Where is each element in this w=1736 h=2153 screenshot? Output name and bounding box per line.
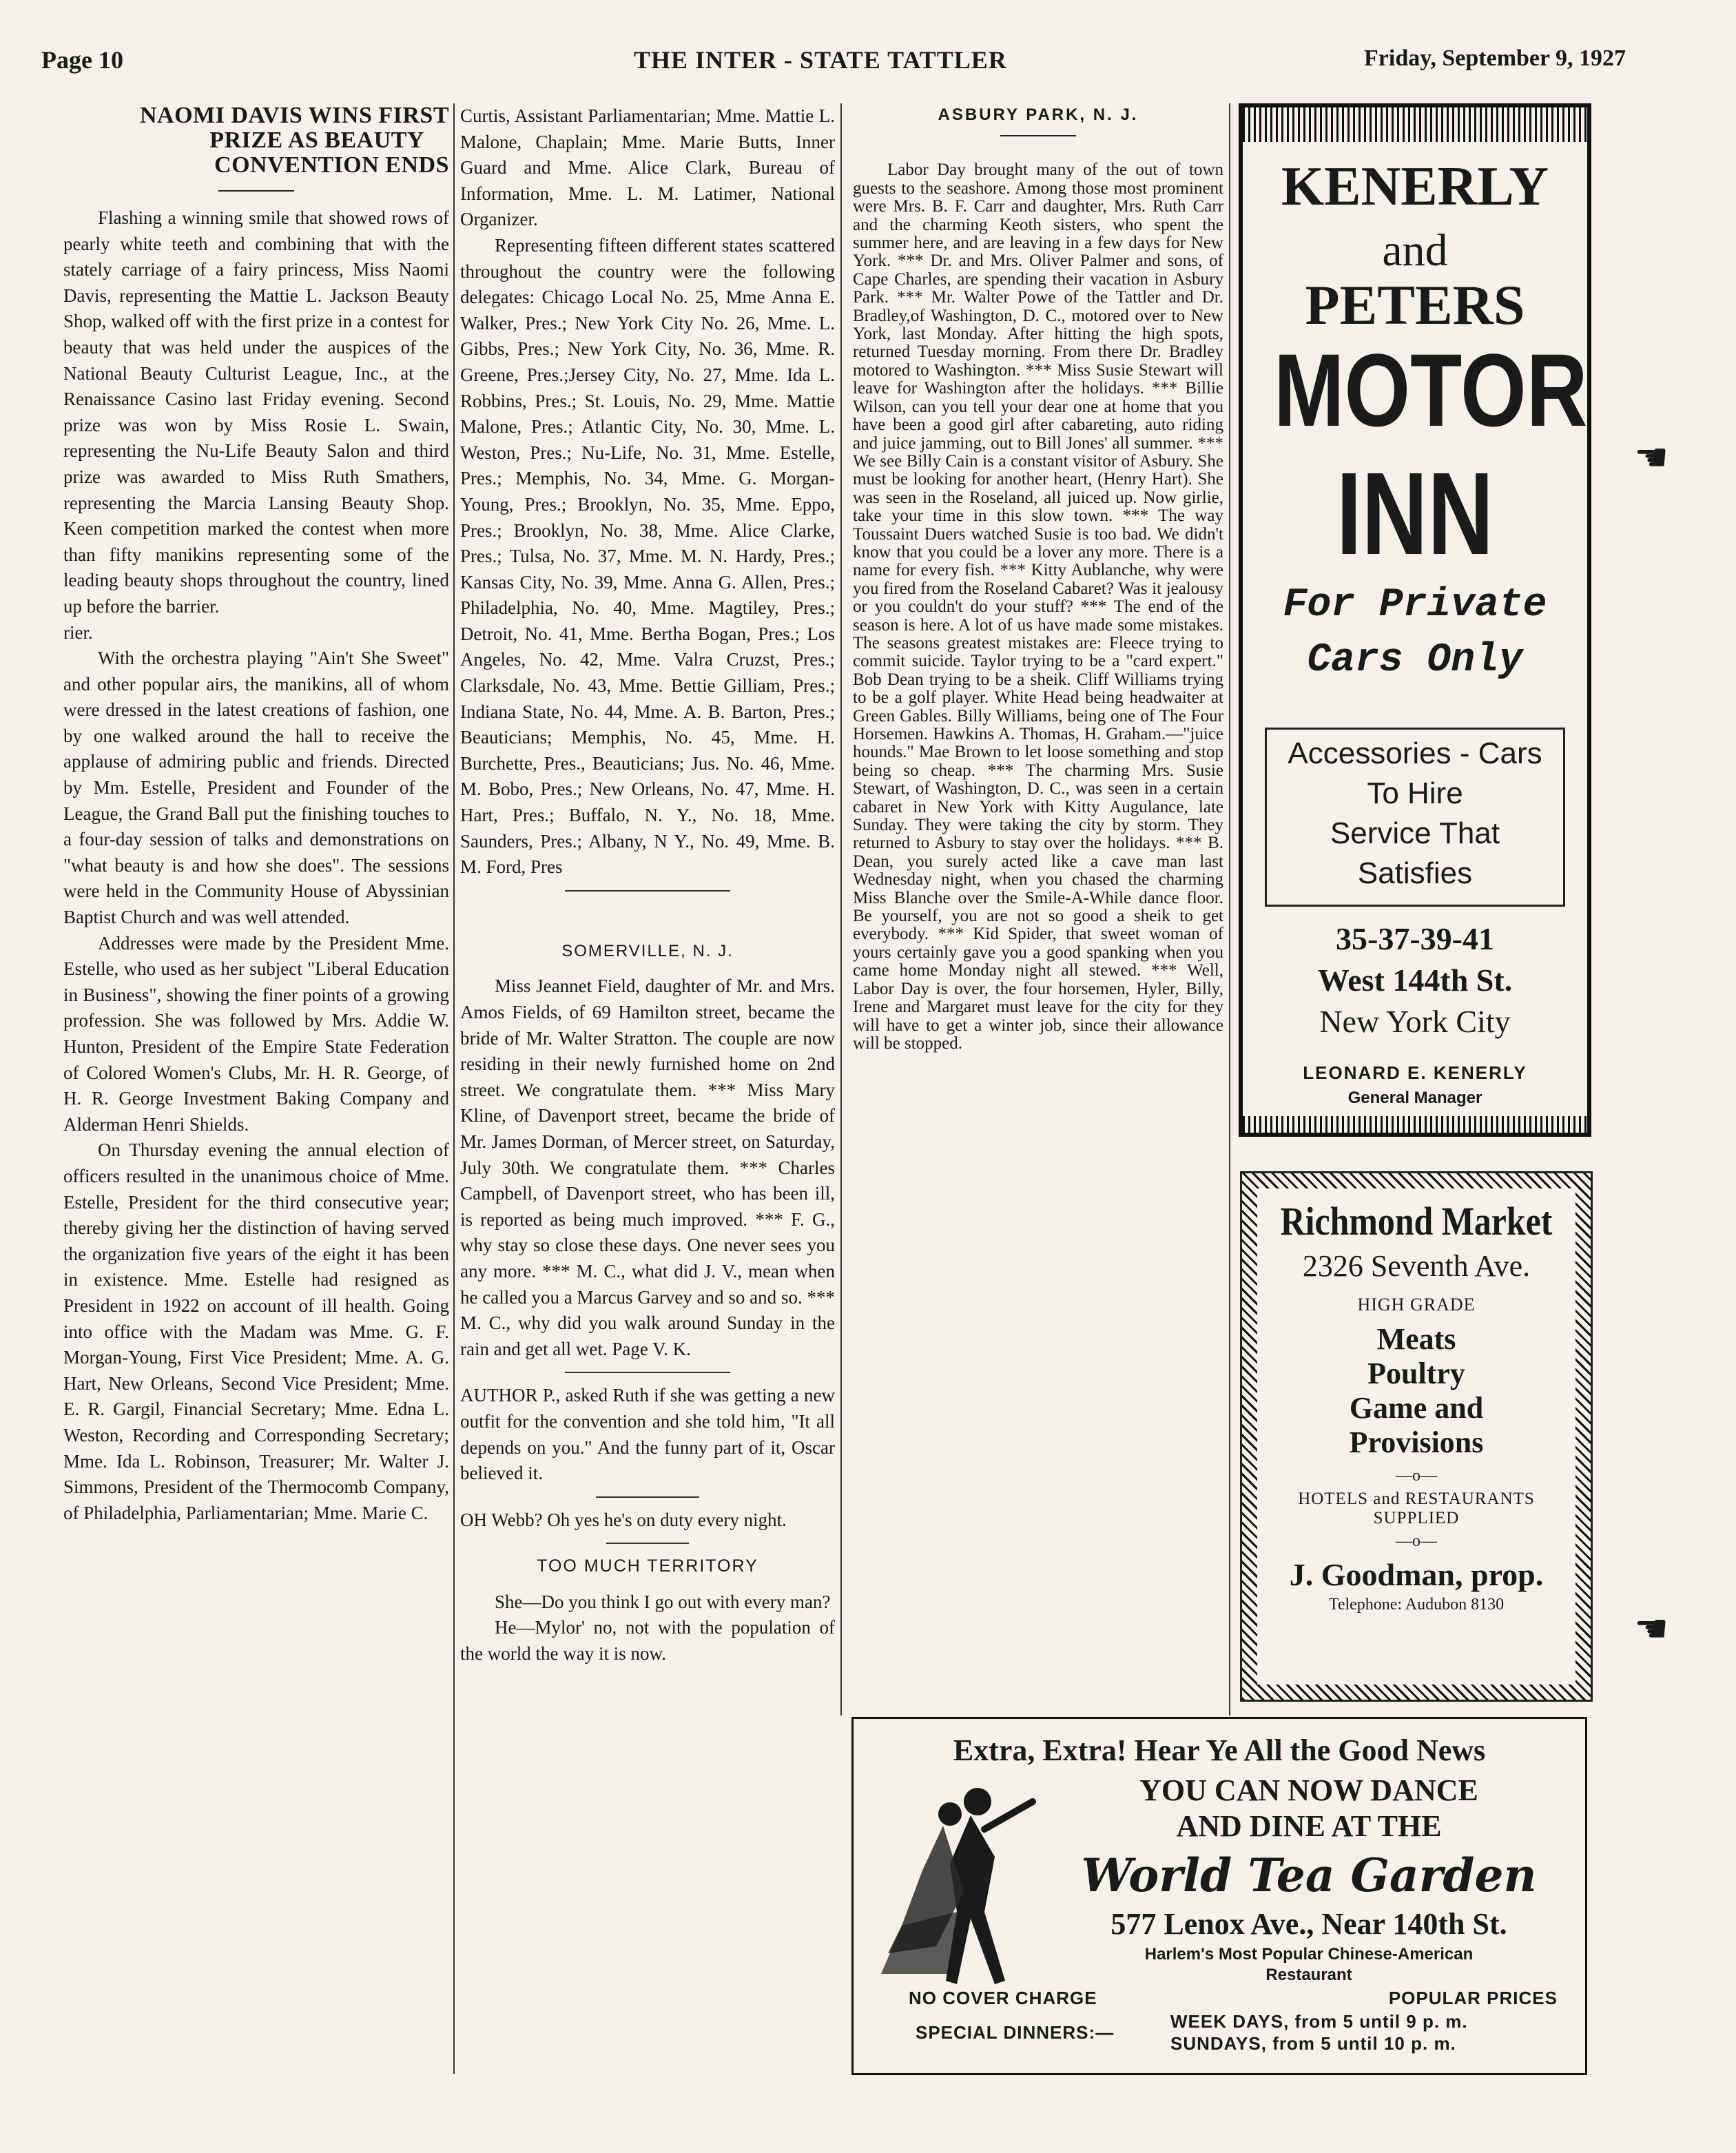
ad-business-name: World Tea Garden — [1081, 1848, 1537, 1902]
ad-line: Meats — [1376, 1322, 1456, 1356]
paragraph: With the orchestra playing "Ain't She Sweet" and other popular airs, the manikins, all of whom were dressed in the latest creations of fashion, one by one walked around the hall to receive the applause of admiring public and friends. Directed by Mm. Estelle, President and Founder of the League, the Grand Ball put the finishing touches to a four-day session of talks and demonstrations on "what beauty is and how she does". The sessions were held in the Community House of Abyssinian Baptist Church and was well attended. — [63, 648, 449, 928]
paragraph: AUTHOR P., asked Ruth if she was getting a new outfit for the convention and she told him, "It all depends on you." And the funny part of it, Oscar believed it. — [460, 1385, 835, 1484]
ad-line: Extra, Extra! Hear Ye All the Good News — [953, 1733, 1486, 1767]
ad-line: HOTELS and RESTAURANTS — [1298, 1490, 1535, 1508]
ad-address: 2326 Seventh Ave. — [1302, 1249, 1531, 1283]
paragraph: On Thursday evening the annual election of officers resulted in the unanimous choice of Mme. Estelle, President for the third consecutive year; thereby giving her the distinction of having served the organization five years of the eight it has been in existence. Mme. Estelle had resigned as President in 1922 on account of ill health. Going into office with the Madam was Mme. G. F. Morgan-Young, First Vice President; Mme. A. G. Hart, New Orleans, Second Vice President; Mme. E. R. Gargil, Financial Secretary; Mme. Edna L. Weston, Recording and Corresponding Secretary; Mme. Ida L. Robinson, Treasurer; Mr. Walter J. Simmons, President of the Thermocomb Company, of Philadelphia, Parliamentarian; Mme. Marie C. — [63, 1140, 449, 1523]
paragraph: Representing fifteen different states scattered throughout the country were the following delegates: Chicago Local No. 25, Mme Anna E. Walker, Pres.; New York City No. 26, Mme. L. Gibbs, Pres.; New York City, No. 36, Mme. R. Greene, Pres.;Jersey City, No. 27, Mme. Ida L. Robbins, Pres.; St. Louis, No. 29, Mme. Mattie Malone, Pres.; Atlantic City, No. 30, Mme. L. Weston, Pres.; Nu-Life, No. 31, Mme. Estelle, Pres.; Memphis, No. 34, Mme. G. Morgan-Young, Pres.; Brooklyn, No. 35, Mme. Eppo, Pres.; Brooklyn, No. 38, Mme. Alice Clarke, Pres.; Tulsa, No. 37, Mme. M. N. Hardy, Pres.; Kansas City, No. 39, Mme. Anna G. Allen, Pres.; Philadelphia, No. 40, Mme. Magtiley, Pres.; Detroit, No. 41, Mme. Bertha Bogan, Pres.; Los Angeles, No. 42, Mme. Valra Cruzst, Pres.; Clarksdale, No. 43, Mme. Bettie Gilliam, Pres.; Indiana State, No. 44, Mme. A. B. Barton, Pres.; Beauticians; Memphis, No. 45, Mme. H. Burchette, Pres., Beauticians; Jus. No. 46, Mme. M. Bobo, Pres.; New Orleans, No. 47, Mme. H. Hart, Pres.; Buffalo, N. Y., No. 18, Mme. Saunders, Pres.; Albany, N Y., No. 49, Mme. B. M. Ford, Pres — [460, 234, 835, 878]
ad-line: Restaurant — [1265, 1966, 1352, 1984]
divider — [565, 890, 730, 892]
ad-line: HIGH GRADE — [1357, 1295, 1476, 1315]
ad-line: MOTOR — [1274, 332, 1588, 448]
ad-separator: —o— — [1396, 1532, 1437, 1550]
ad-line: SPECIAL DINNERS:— — [916, 2022, 1115, 2043]
paragraph: Addresses were made by the President Mme. Estelle, who used as her subject "Liberal Education in Business", showing the finer points of a growing profession. She was followed by Mrs. Addie W. Hunton, President of the Empire State Federation of Colored Women's Clubs, Mr. H. R. George, of H. R. George Investment Baking Company and Alderman Henri Shields. — [63, 932, 449, 1135]
decorative-border — [1243, 107, 1587, 142]
page-number: Page 10 — [41, 46, 123, 74]
column-two — [460, 103, 835, 1667]
ad-line: SUNDAYS, from 5 until 10 p. m. — [1170, 2033, 1456, 2054]
divider — [606, 1543, 689, 1544]
decorative-border — [1243, 1116, 1587, 1133]
ad-line: SUPPLIED — [1373, 1509, 1460, 1527]
ad-line: Poultry — [1367, 1357, 1465, 1390]
newspaper-title: THE INTER - STATE TATTLER — [634, 46, 1007, 74]
ad-line: YOU CAN NOW DANCE — [1139, 1773, 1478, 1807]
ad-line: Harlem's Most Popular Chinese-American — [1144, 1945, 1474, 1964]
section-heading: TOO MUCH TERRITORY — [537, 1556, 758, 1576]
ad-owner: LEONARD E. KENERLY — [1303, 1062, 1527, 1083]
ad-line: and — [1382, 225, 1448, 276]
ad-line: NO COVER CHARGE — [909, 1988, 1097, 2008]
paragraph: She—Do you think I go out with every man? — [495, 1591, 831, 1612]
ad-phone: Telephone: Audubon 8130 — [1328, 1596, 1505, 1614]
divider — [596, 1496, 699, 1498]
ad-address: West 144th St. — [1317, 962, 1513, 998]
ad-line: INN — [1336, 449, 1494, 579]
dancing-couple-icon — [874, 1774, 1060, 1995]
column-rule — [1229, 103, 1230, 1716]
ad-business-name: Richmond Market — [1280, 1199, 1553, 1244]
ad-line: Provisions — [1349, 1425, 1484, 1459]
section-heading: ASBURY PARK, N. J. — [938, 105, 1139, 124]
article-beauty-convention — [63, 103, 449, 1526]
ad-line: Game and — [1349, 1391, 1484, 1425]
ad-proprietor: J. Goodman, prop. — [1289, 1557, 1544, 1592]
divider — [1000, 135, 1076, 136]
ad-world-tea-garden — [851, 1717, 1587, 2075]
ad-separator: —o— — [1396, 1467, 1437, 1485]
pointing-hand-icon: ☚ — [1634, 1608, 1669, 1651]
ad-tagline: For Private — [1283, 583, 1547, 628]
ad-address: New York City — [1319, 1004, 1511, 1039]
ad-line: POPULAR PRICES — [1388, 1988, 1558, 2008]
issue-date: Friday, September 9, 1927 — [1364, 45, 1626, 71]
pointing-hand-icon: ☚ — [1634, 437, 1669, 480]
ad-address: 35-37-39-41 — [1336, 921, 1494, 956]
column-rule — [453, 103, 455, 2074]
paragraph: OH Webb? Oh yes he's on duty every night. — [460, 1509, 787, 1530]
paragraph: Labor Day brought many of the out of town guests to the seashore. Among those most prominent were Mrs. B. F. Carr and daughter, Mrs. Ruth Carr and the charming Keoth sisters, who spent the summer here, and are leaving in a few days for New York. *** Dr. and Mrs. Oliver Palmer and sons, of Cape Charles, are spending their vacation in Asbury Park. *** Mr. Walter Powe of the Tattler and Dr. Bradley,of Washington, D. C., motored over to New York, last Monday. After hitting the high spots, returned Tuesday morning. From there Dr. Bradley motored to Washington. *** Miss Susie Stewart will leave for Washington after the holidays. *** Billie Wilson, can you tell your dear one at home that you have been a good girl after cabareting, auto riding and juice jamming, out to Bill Jones' all summer. *** We see Billy Cain is a constant visitor of Asbury. She must be looking for another heart, (Henry Hart). She was seen in the Roseland, all juiced up. Now girlie, take your time in this slow town. *** The way Toussaint Duers watched Susie is too bad. We didn't know that you could be a lover any more. There is a name for every fish. *** Kitty Aublanche, why were you fired from the Roseland Cabaret? Was it jealousy or you couldn't do your stuff? *** The end of the season is here. A lot of us have made some mistakes. The seasons greatest mistakes are: Fleece trying to commit suicide. Taylor trying to be a "card expert." Bob Dean trying to be a sheik. Cliff Williams trying to be a golf player. White Head being headwaiter at Green Gables. Billy Williams, being one of The Four Horsemen. Hawkins A. Thomas, H. Graham.—"juice hounds." Mae Brown to let loose something and stop being so cheap. *** The charming Mrs. Susie Stewart, of Washington, D. C., was seen in a certain cabaret in New York with Kitty Augulance, late Sunday. They were taking the city by storm. They returned to Asbury to stay over the holidays. *** B. Dean, you surely acted like a cave man last Wednesday night, when you chased the charming Miss Blanche over the Smile-A-While dance floor. Be yourself, you are not so good a sheik to get everybody. *** Kid Spider, that sweet woman of yours certainly gave you a good spanking when you came home Monday night all stewed. *** Well, Labor Day is over, the four horsemen, Hyler, Billy, Irene and Margaret must leave for the city for they will have to get a winter job, since their allowance will be stopped. — [853, 161, 1223, 1053]
ad-tagline: Cars Only — [1307, 638, 1523, 683]
divider — [565, 1372, 730, 1373]
paragraph: Miss Jeannet Field, daughter of Mr. and Mrs. Amos Fields, of 69 Hamilton street, became the bride of Mr. Walter Stratton. The couple are now residing in their newly furnished home on 2nd street. We congratulate them. *** Miss Mary Kline, of Davenport street, became the bride of Mr. James Dorman, of Mercer street, on Saturday, July 30th. We congratulate them. *** Charles Campbell, of Davenport street, who has been ill, is reported as being much improved. *** F. G., why stay so close these days. One never sees you any more. *** M. C., what did J. V., mean when he called you a Marcus Garvey and so and so. *** M. C., why did you walk around Sunday in the rain and get all wet. Page V. K. — [460, 976, 835, 1359]
article-headline: NAOMI DAVIS WINS FIRST PRIZE AS BEAUTY CONVENTION ENDS — [139, 103, 449, 178]
ad-line: KENERLY — [1281, 156, 1549, 217]
ad-line: PETERS — [1305, 274, 1525, 336]
ad-owner-role: General Manager — [1347, 1089, 1482, 1107]
masthead — [41, 45, 1626, 76]
ad-content — [1257, 1188, 1575, 1685]
paragraph: rier. — [63, 621, 93, 643]
column-asbury-park — [853, 103, 1223, 1053]
ad-line: WEEK DAYS, from 5 until 9 p. m. — [1170, 2011, 1468, 2032]
section-heading: SOMERVILLE, N. J. — [561, 941, 734, 960]
paragraph: Flashing a winning smile that showed rows of pearly white teeth and combining that with the stately carriage of a fairy princess, Miss Naomi Davis, representing the Mattie L. Jackson Beauty Shop, walked off with the first prize in a contest for beauty that was held under the auspices of the National Beauty Culturist League, Inc., at the Renaissance Casino last Friday evening. Second prize was won by Miss Rosie L. Swain, representing the Nu-Life Beauty Salon and third prize was awarded to Miss Ruth Smathers, representing the Marcia Lansing Beauty Shop. Keen competition marked the contest when more than fifty manikins representing some of the leading beauty shops throughout the country, lined up before the barrier. — [63, 207, 449, 617]
ad-line: AND DINE AT THE — [1176, 1809, 1442, 1843]
ad-richmond-market — [1240, 1171, 1593, 1702]
divider — [218, 190, 294, 192]
ad-address: 577 Lenox Ave., Near 140th St. — [1110, 1907, 1507, 1941]
paragraph: Curtis, Assistant Parliamentarian; Mme. Mattie L. Malone, Chaplain; Mme. Marie Butts, Inner Guard and Mme. Alice Clark, Bureau of Information, Mme. L. M. Latimer, National Organizer. — [460, 105, 835, 230]
paragraph: He—Mylor' no, not with the population of the world the way it is now. — [460, 1617, 835, 1665]
services-box: Accessories - Cars To Hire Service That Satisfies — [1265, 728, 1565, 907]
ad-kenerly-peters-motor-inn — [1239, 103, 1591, 1137]
column-rule — [840, 103, 842, 1716]
